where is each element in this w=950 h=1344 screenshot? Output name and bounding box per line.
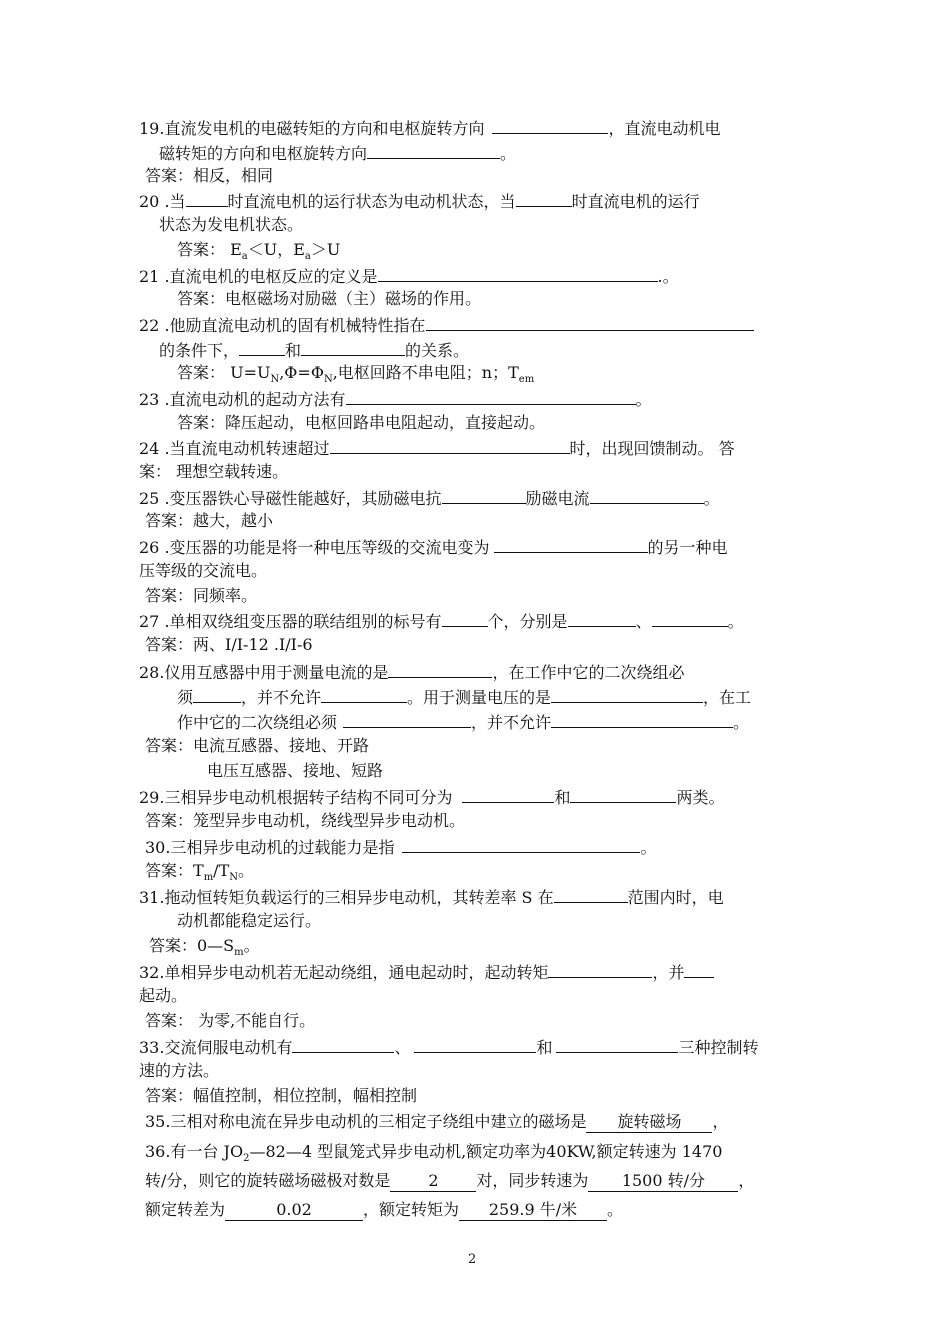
q22-answer [177, 363, 534, 383]
q28-blank-4 [551, 686, 703, 703]
question-33-line-1 [139, 1036, 759, 1058]
q22-ans-sub-1: N [270, 374, 280, 385]
q33-blank-1 [292, 1036, 394, 1053]
q36-text-g: ，额定转矩为 [363, 1200, 460, 1219]
q27-blank-1 [442, 610, 488, 627]
q21-text-b: .。 [657, 267, 679, 286]
q36-sub-1: 2 [243, 1153, 250, 1164]
q28-blank-5 [343, 711, 471, 728]
q28-text-e: 。用于测量电压的是 [407, 688, 552, 707]
q28-text-d: ，并不允许 [241, 688, 322, 707]
q31-text-a: 31.拖动恒转矩负载运行的三相异步电动机，其转差率 S 在 [139, 888, 554, 907]
q30-ans-a: 答案：T [145, 861, 204, 880]
q28-text-g: 作中它的二次绕组必须 [177, 713, 338, 732]
q21-text-a: 21 .直流电机的电枢反应的定义是 [139, 267, 378, 286]
q22-ans-b: ,Φ=Φ [279, 363, 324, 382]
question-29-line-1 [139, 786, 724, 808]
q35-text-a: 35.三相对称电流在异步电动机的三相定子绕组中建立的磁场是 [145, 1112, 587, 1131]
question-32-line-2: 起动。 [139, 986, 188, 1005]
q27-text-a: 27 .单相双绕组变压器的联结组别的标号有 [139, 612, 442, 631]
question-20-line-2: 状态为发电机状态。 [159, 215, 304, 234]
q29-blank-2 [570, 786, 676, 803]
q23-blank-1 [346, 388, 636, 405]
question-36-line-3 [145, 1200, 623, 1221]
q30-ans-sub-1: m [203, 872, 214, 883]
q32-text-a: 32.单相异步电动机若无起动绕组，通电起动时，起动转矩 [139, 963, 549, 982]
q31-answer [149, 936, 260, 956]
question-31-line-2: 动机都能稳定运行。 [177, 911, 322, 930]
q28-answer-1: 答案：电流互感器、接地、开路 [145, 736, 370, 755]
q23-text-b: 。 [635, 390, 652, 409]
q29-text-c: 两类。 [676, 788, 725, 807]
q22-text-d: 的关系。 [405, 341, 470, 360]
q25-answer: 答案：越大，越小 [145, 511, 274, 530]
q31-text-b: 范围内时，电 [627, 888, 724, 907]
q20-ans-sub-1: a [241, 251, 248, 262]
q27-text-c: 、 [635, 612, 652, 631]
q20-ans-sub-2: a [304, 251, 311, 262]
q25-text-c: 。 [703, 489, 720, 508]
q22-text-c: 和 [285, 341, 302, 360]
q36-fill-1: 2 [390, 1171, 476, 1192]
q32-blank-1 [548, 961, 652, 978]
q30-answer [145, 861, 254, 881]
q20-ans-c: ＞U [310, 240, 341, 259]
q21-answer: 答案：电枢磁场对励磁（主）磁场的作用。 [177, 289, 482, 308]
question-28-line-3 [177, 711, 749, 733]
question-20-line-1 [139, 190, 700, 212]
q20-text-c: 时直流电机的运行 [571, 192, 700, 211]
question-19-line-2 [159, 142, 516, 164]
q20-text-a: 20 .当 [139, 192, 186, 211]
q33-blank-2 [414, 1036, 536, 1053]
q28-text-f: ，在工 [703, 688, 752, 707]
q33-answer: 答案：幅值控制，相位控制，幅相控制 [145, 1086, 418, 1105]
q28-blank-6 [551, 711, 733, 728]
q22-ans-sub-2: N [323, 374, 333, 385]
q36-text-a: 36.有一台 JO [145, 1142, 244, 1161]
q19-blank-2 [367, 142, 500, 159]
question-33-line-2: 速的方法。 [139, 1061, 220, 1080]
q30-text-a: 30.三相异步电动机的过载能力是指 [145, 838, 395, 857]
q28-blank-2 [193, 686, 241, 703]
q30-text-b: 。 [640, 838, 657, 857]
q32-text-b: ，并 [652, 963, 685, 982]
q23-text-a: 23 .直流电动机的起动方法有 [139, 390, 346, 409]
q25-blank-2 [590, 487, 704, 504]
q19-text-d: 。 [500, 144, 517, 163]
q33-text-d: 三种控制转 [678, 1038, 759, 1057]
q20-blank-1 [186, 190, 228, 207]
question-36-line-2 [145, 1171, 754, 1192]
question-28-line-1 [139, 661, 684, 683]
q33-text-a: 33.交流伺服电动机有 [139, 1038, 293, 1057]
q29-text-b: 和 [554, 788, 571, 807]
q28-text-b: ，在工作中它的二次绕组必 [492, 663, 685, 682]
q33-blank-3 [556, 1036, 678, 1053]
q36-text-b: —82—4 型鼠笼式异步电动机,额定功率为40KW,额定转速为 1470 [249, 1142, 723, 1161]
question-27-line-1 [139, 610, 744, 632]
question-22-line-1 [139, 314, 754, 336]
q35-text-b: ， [712, 1112, 729, 1131]
q22-text-a: 22 .他励直流电动机的固有机械特性指在 [139, 316, 426, 335]
q23-answer: 答案：降压起动，电枢回路串电阻起动，直接起动。 [177, 413, 546, 432]
q20-text-b: 时直流电机的运行状态为电动机状态，当 [227, 192, 516, 211]
q20-ans-b: ＜U，E [247, 240, 305, 259]
q27-text-b: 个，分别是 [487, 612, 568, 631]
q26-text-b: 的另一种电 [647, 538, 728, 557]
question-24-line-1 [139, 437, 735, 459]
q29-answer: 答案：笼型异步电动机，绕线型异步电动机。 [145, 811, 466, 830]
q30-ans-c: 。 [237, 861, 254, 880]
q26-blank-1 [494, 536, 648, 553]
q21-blank-1 [378, 265, 658, 282]
q28-blank-1 [388, 661, 492, 678]
q25-text-a: 25 .变压器铁心导磁性能越好，其励磁电抗 [139, 489, 442, 508]
q32-blank-2 [684, 961, 714, 978]
q27-blank-3 [652, 610, 728, 627]
q24-text-b: 时，出现回馈制动。 答 [569, 439, 735, 458]
q20-answer [177, 240, 340, 260]
q36-text-f: 额定转差为 [145, 1200, 226, 1219]
q19-answer: 答案：相反，相同 [145, 166, 274, 185]
q22-ans-sub-3: em [518, 374, 535, 385]
question-19-line-1 [139, 117, 720, 139]
q25-text-b: 励磁电流 [525, 489, 590, 508]
q28-text-h: ，并不允许 [471, 713, 552, 732]
q36-text-c: 转/分，则它的旋转磁场磁极对数是 [145, 1171, 391, 1190]
q25-blank-1 [442, 487, 526, 504]
q28-blank-3 [321, 686, 407, 703]
q33-text-c: 和 [536, 1038, 553, 1057]
q19-text-a: 19.直流发电机的电磁转矩的方向和电枢旋转方向 [139, 119, 485, 138]
question-21-line-1 [139, 265, 679, 287]
question-31-line-1 [139, 886, 724, 908]
q28-text-i: 。 [733, 713, 750, 732]
q28-answer-2: 电压互感器、接地、短路 [207, 761, 384, 780]
q22-text-b: 的条件下， [159, 341, 240, 360]
q19-blank-1 [492, 117, 608, 134]
q28-text-c: 须 [177, 688, 194, 707]
q26-text-a: 26 .变压器的功能是将一种电压等级的交流电变为 [139, 538, 490, 557]
q26-answer: 答案：同频率。 [145, 586, 258, 605]
q30-ans-sub-2: N [229, 872, 238, 883]
question-36-line-1 [145, 1142, 722, 1162]
q24-blank-1 [330, 437, 570, 454]
question-23-line-1 [139, 388, 652, 410]
q22-ans-a: 答案： U=U [177, 363, 271, 382]
q32-answer: 答案： 为零,不能自行。 [145, 1011, 316, 1030]
question-26-line-2: 压等级的交流电。 [139, 561, 268, 580]
q36-text-h: 。 [607, 1200, 624, 1219]
q19-text-b: ，直流电动机电 [608, 119, 721, 138]
question-24-line-2: 案： 理想空载转速。 [139, 462, 289, 481]
q36-text-d: 对，同步转速为 [476, 1171, 589, 1190]
q36-fill-2: 1500 转/分 [588, 1171, 738, 1192]
q30-blank-1 [402, 836, 640, 853]
q31-ans-a: 答案：0—S [149, 936, 235, 955]
question-32-line-1 [139, 961, 714, 983]
page-number: 2 [468, 1252, 477, 1267]
question-22-line-2 [159, 339, 469, 361]
q29-text-a: 29.三相异步电动机根据转子结构不同可分为 [139, 788, 453, 807]
q22-blank-2 [239, 339, 285, 356]
q22-ans-c: ,电枢回路不串电阻；n；T [332, 363, 519, 382]
q28-text-a: 28.仪用互感器中用于测量电流的是 [139, 663, 389, 682]
q31-ans-b: 。 [243, 936, 260, 955]
q31-blank-1 [554, 886, 628, 903]
q31-ans-sub-1: m [234, 947, 244, 958]
q20-blank-2 [516, 190, 572, 207]
question-35-line-1 [145, 1112, 728, 1133]
q36-fill-4: 259.9 牛/米 [459, 1200, 607, 1221]
q22-blank-1 [426, 314, 754, 331]
q33-text-b: 、 [394, 1038, 411, 1057]
q29-blank-1 [462, 786, 554, 803]
question-28-line-2 [177, 686, 751, 708]
q36-text-e: ， [738, 1171, 755, 1190]
q20-ans-a: 答案： E [177, 240, 242, 259]
q36-fill-3: 0.02 [225, 1200, 363, 1221]
q24-text-a: 24 .当直流电动机转速超过 [139, 439, 330, 458]
q27-text-d: 。 [727, 612, 744, 631]
question-25-line-1 [139, 487, 720, 509]
q35-fill-answer: 旋转磁场 [586, 1112, 712, 1133]
q27-answer: 答案：两、I/I-12 .I/I-6 [145, 635, 313, 654]
q19-text-c: 磁转矩的方向和电枢旋转方向 [159, 144, 368, 163]
question-26-line-1 [139, 536, 728, 558]
q27-blank-2 [568, 610, 636, 627]
q30-ans-b: /T [213, 861, 230, 880]
question-30-line-1 [145, 836, 656, 858]
q22-blank-3 [301, 339, 405, 356]
